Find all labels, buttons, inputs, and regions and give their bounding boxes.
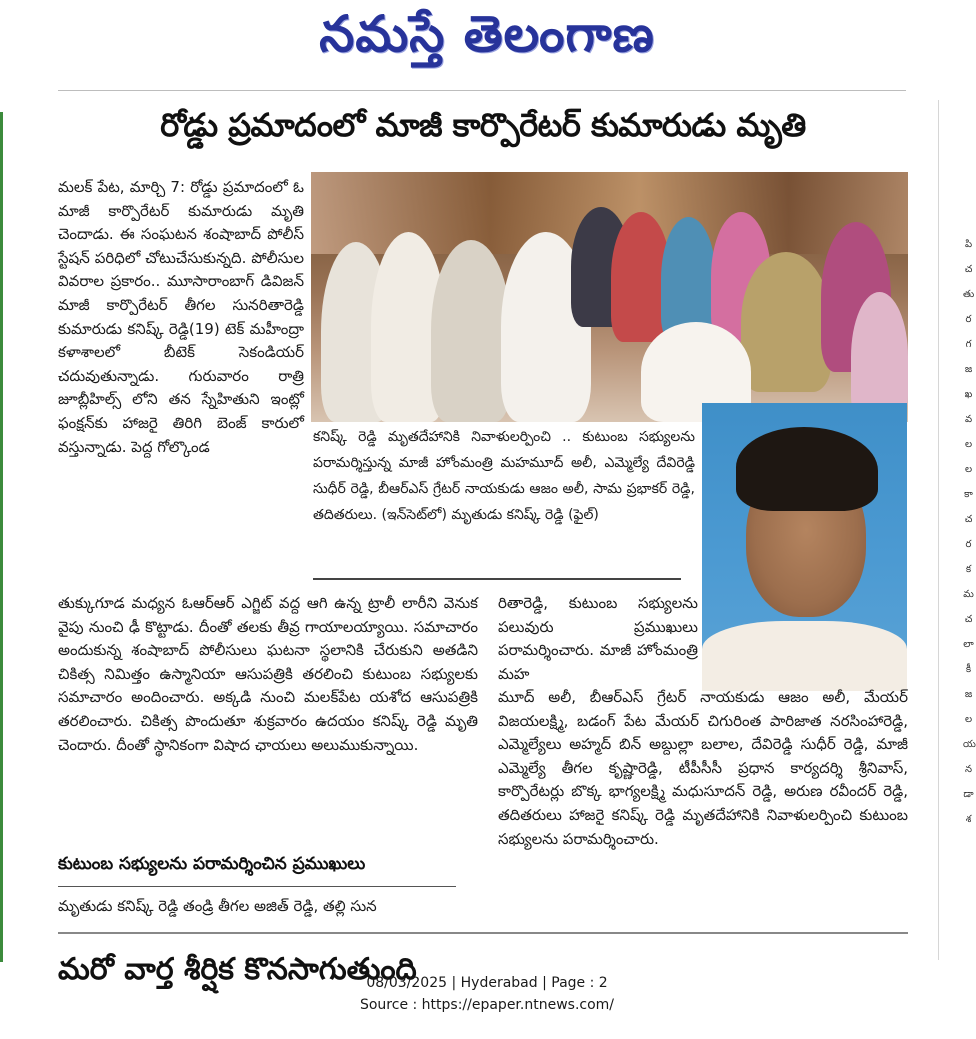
- strip-glyph: ర: [965, 314, 972, 325]
- caption-divider: [313, 578, 681, 580]
- column-divider: [938, 100, 939, 960]
- article-headline: రోడ్డు ప్రమాదంలో మాజీ కార్పొరేటర్ కుమారుడు మృతి: [160, 106, 806, 144]
- strip-glyph: మ: [963, 589, 974, 600]
- footer-source: Source : https://epaper.ntnews.com/: [359, 997, 615, 1013]
- adjacent-column-strip: [963, 232, 974, 842]
- masthead: [0, 0, 974, 80]
- article-subheading: కుటుంబ సభ్యులను పరామర్శించిన ప్రముఖులు: [58, 854, 366, 874]
- photo-figure: [431, 240, 511, 422]
- strip-glyph: లా: [963, 639, 974, 650]
- portrait-hair: [736, 427, 878, 511]
- strip-glyph: కీ: [965, 664, 972, 675]
- article-paragraph-1: మలక్ పేట, మార్చి 7: రోడ్డు ప్రమాదంలో ఓ మాజీ కార్పొరేటర్ కుమారుడు మృతి చెందాడు. ఈ సంఘటన శంషాబాద్ పోలీస్ స్టేషన్ పరిధిలో చోటుచేసుకున్నది. పోలీసుల వివరాల ప్రకారం.. మూసారాంబాగ్ డివిజన్ మాజీ కార్పొరేటర్ తీగల సునరితారెడ్డి కుమారుడు కనిష్క్ రెడ్డి(19) టెక్ మహీంద్రా కళాశాలలో బీటెక్ సెకండియర్ చదువుతున్నాడు. గురువారం రాత్రి జూబ్లీహిల్స్ లోని తన స్నేహితుని ఇంట్లో ఫంక్షన్‌కు హాజరై తిరిగి బెంజ్ కారులో వస్తున్నాడు. పెద్ద గోల్కొండ: [58, 178, 304, 456]
- masthead-title: నమస్తే తెలంగాణ: [319, 4, 655, 63]
- header-divider: [58, 90, 906, 91]
- strip-glyph: వ: [964, 414, 973, 425]
- article-paragraph-3: మృతుడు కనిష్క్ రెడ్డి తండ్రి తీగల అజిత్ రెడ్డి, తల్లి సున: [58, 897, 377, 915]
- strip-glyph: పి: [964, 239, 973, 250]
- strip-glyph: డా: [963, 789, 974, 800]
- strip-glyph: గ: [965, 339, 972, 350]
- page-footer: [0, 972, 974, 1016]
- strip-glyph: తు: [963, 289, 975, 300]
- inset-portrait: [702, 403, 907, 685]
- photo-figure: [741, 252, 831, 392]
- strip-glyph: ర: [965, 539, 972, 550]
- strip-glyph: జ: [964, 689, 973, 700]
- strip-glyph: ల: [964, 439, 973, 450]
- strip-glyph: చ: [964, 514, 973, 525]
- strip-glyph: ల: [964, 714, 973, 725]
- page-edge-marker: [0, 112, 3, 962]
- footer-date-page: 08/03/2025 | Hyderabad | Page : 2: [366, 975, 608, 991]
- portrait-shirt: [702, 621, 907, 691]
- strip-glyph: చ: [964, 614, 973, 625]
- article-photo: [311, 172, 908, 422]
- photo-caption: కనిష్క్ రెడ్డి మృతదేహానికి నివాళులర్పించి .. కుటుంబ సభ్యులను పరామర్శిస్తున్న మాజీ హోంమంత్రి మహమూద్ అలీ, ఎమ్మెల్యే దేవిరెడ్డి సుధీర్ రెడ్డి, బీఆర్ఎస్ గ్రేటర్ నాయకుడు ఆజం అలీ, సామ ప్రభాకర్ రెడ్డి, తదితరులు. (ఇన్‌సెట్‌లో) మృతుడు కనిష్క్ రెడ్డి (ఫైల్): [313, 429, 695, 523]
- article-bottom-divider: [58, 932, 908, 934]
- strip-glyph: న: [964, 764, 973, 775]
- strip-glyph: క: [965, 564, 972, 575]
- article-paragraph-5: మూద్ అలీ, బీఆర్ఎస్ గ్రేటర్ నాయకుడు ఆజం అలీ, మేయర్ విజయలక్ష్మి, బడంగ్ పేట మేయర్ చిగురింత పారిజాత నరసింహారెడ్డి, ఎమ్మెల్యేలు అహ్మద్ బిన్ అబ్దుల్లా బలాల, దేవిరెడ్డి సుధీర్ రెడ్డి, మాజీ ఎమ్మెల్యే తీగల కృష్ణారెడ్డి, టీపీసీసీ ప్రధాన కార్యదర్శి శ్రీనివాస్, కార్పొరేటర్లు బొక్క భాగ్యలక్ష్మి మధుసూదన్ రెడ్డి, అరుణ రవీందర్ రెడ్డి, తదితరులు హాజరై కనిష్క్ రెడ్డి మృతదేహానికి నివాళులర్పించి కుటుంబ సభ్యులను పరామర్శించారు.: [498, 688, 908, 848]
- strip-glyph: శ: [965, 814, 972, 825]
- strip-glyph: చ: [964, 264, 973, 275]
- strip-glyph: ఖ: [964, 389, 973, 400]
- strip-glyph: య: [963, 739, 976, 750]
- strip-glyph: ల: [964, 464, 973, 475]
- next-article-headline: మరో వార్త శీర్షిక కొనసాగుతుంది: [58, 952, 417, 987]
- strip-glyph: జ: [964, 364, 973, 375]
- strip-glyph: కా: [964, 489, 973, 500]
- subheading-divider: [58, 886, 456, 887]
- article-paragraph-2: తుక్కుగూడ మధ్యన ఓఆర్ఆర్ ఎగ్జిట్ వద్ద ఆగి ఉన్న ట్రాలీ లారీని వెనుక వైపు నుంచి ఢీ కొట్టాడు. దీంతో తలకు తీవ్ర గాయాలయ్యాయి. సమాచారం అందుకున్న శంషాబాద్ పోలీసులు ఘటనా స్థలానికి చేరుకుని అతడిని చికిత్స నిమిత్తం ఉస్మానియా ఆసుపత్రికి తరలించి కుటుంబ సభ్యులకు సమాచారం అందించారు. అక్కడి నుంచి మలక్‌పేట యశోద ఆసుపత్రికి తరలించారు. చికిత్స పొందుతూ శుక్రవారం ఉదయం కనిష్క్ రెడ్డి మృతి చెందారు. దీంతో స్థానికంగా విషాద ఛాయలు అలుముకున్నాయి.: [58, 594, 478, 754]
- article-paragraph-4: రితారెడ్డి, కుటుంబ సభ్యులను పలువురు ప్రముఖులు పరామర్శించారు. మాజీ హోంమంత్రి మహ: [498, 594, 698, 683]
